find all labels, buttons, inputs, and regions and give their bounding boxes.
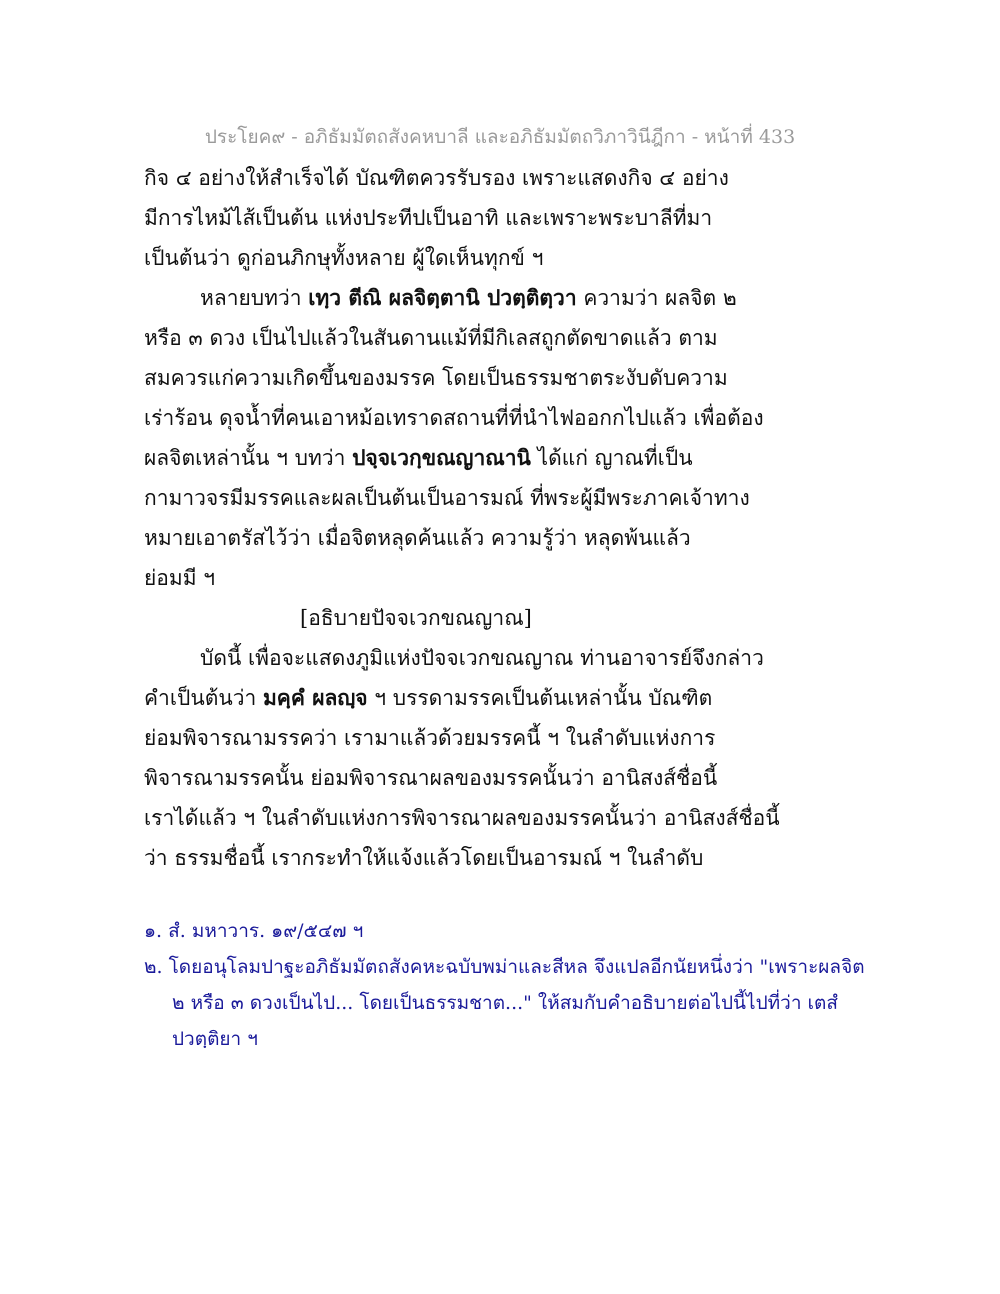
footnote-1: ๑. สํ. มหาวาร. ๑๙/๕๔๗ ฯ: [144, 920, 364, 942]
pali-term: มคฺคํ ผลญฺจ: [262, 685, 368, 710]
pali-term: ปจฺจเวกฺขณญาณานิ: [352, 445, 531, 470]
text-line: สมควรแก่ความเกิดขึ้นของมรรค โดยเป็นธรรมชาตระงับดับความ: [144, 366, 728, 390]
footnote-2: ๒. โดยอนุโลมปาฐะอภิธัมมัตถสังคหะฉบับพม่าและสีหล จึงแปลอีกนัยหนึ่งว่า "เพราะผลจิต: [144, 956, 865, 978]
text-line: มีการไหม้ไส้เป็นต้น แห่งประทีปเป็นอาทิ และเพราะพระบาลีที่มา: [144, 206, 713, 230]
text-line: กามาวจรมีมรรคและผลเป็นต้นเป็นอารมณ์ ที่พระผู้มีพระภาคเจ้าทาง: [144, 486, 750, 510]
text-line: หมายเอาตรัสไว้ว่า เมื่อจิตหลุดค้นแล้ว ความรู้ว่า หลุดพ้นแล้ว: [144, 526, 691, 550]
text-line: บัดนี้ เพื่อจะแสดงภูมิแห่งปัจจเวกขณญาณ ท่านอาจารย์จึงกล่าว: [200, 646, 764, 670]
text-run: ฯ บรรดามรรคเป็นต้นเหล่านั้น บัณฑิต: [367, 686, 713, 710]
footnote-2-continued: ปวตฺติยา ฯ: [172, 1028, 258, 1050]
text-line: [144, 678, 864, 718]
text-line: เป็นต้นว่า ดูก่อนภิกษุทั้งหลาย ผู้ใดเห็นทุกข์ ฯ: [144, 246, 544, 270]
text-line: ว่า ธรรมชื่อนี้ เรากระทำให้แจ้งแล้วโดยเป็นอารมณ์ ฯ ในลำดับ: [144, 846, 704, 870]
text-line: หรือ ๓ ดวง เป็นไปแล้วในสันดานแม้ที่มีกิเลสถูกตัดขาดแล้ว ตาม: [144, 326, 718, 350]
text-line: เราได้แล้ว ฯ ในลำดับแห่งการพิจารณาผลของมรรคนั้นว่า อานิสงส์ชื่อนี้: [144, 806, 780, 830]
text-line: กิจ ๔ อย่างให้สำเร็จได้ บัณฑิตควรรับรอง เพราะแสดงกิจ ๔ อย่าง: [144, 166, 729, 190]
text-line: [144, 278, 864, 318]
section-heading: [อธิบายปัจจเวกขณญาณ]: [300, 606, 532, 630]
running-header: ประโยค๙ - อภิธัมมัตถสังคหบาลี และอภิธัมมัตถวิภาวินีฎีกา - หน้าที่ 433: [204, 126, 796, 148]
text-line: ย่อมพิจารณามรรคว่า เรามาแล้วด้วยมรรคนี้ ฯ ในลำดับแห่งการ: [144, 726, 716, 750]
text-run: ความว่า ผลจิต ๒: [576, 286, 737, 310]
footnotes: [144, 913, 864, 1057]
text-run: หลายบทว่า: [200, 286, 309, 310]
text-line: [144, 438, 864, 478]
text-line: ย่อมมี ฯ: [144, 566, 216, 590]
pali-term: เทฺว ตีณิ ผลจิตฺตานิ ปวตฺติตฺวา: [308, 285, 577, 310]
footnote-2-continued: ๒ หรือ ๓ ดวงเป็นไป... โดยเป็นธรรมชาต..." ให้สมกับคำอธิบายต่อไปนี้ไปที่ว่า เตสํ: [172, 992, 838, 1014]
text-run: คำเป็นต้นว่า: [144, 686, 263, 710]
text-run: ได้แก่ ญาณที่เป็น: [530, 446, 693, 470]
text-run: ผลจิตเหล่านั้น ฯ บทว่า: [144, 446, 353, 470]
text-line: พิจารณามรรคนั้น ย่อมพิจารณาผลของมรรคนั้นว่า อานิสงส์ชื่อนี้: [144, 766, 718, 790]
main-text: [144, 158, 864, 878]
text-line: เร่าร้อน ดุจน้ำที่คนเอาหม้อเทราดสถานที่ที่นำไฟออกกไปแล้ว เพื่อต้อง: [144, 406, 764, 430]
